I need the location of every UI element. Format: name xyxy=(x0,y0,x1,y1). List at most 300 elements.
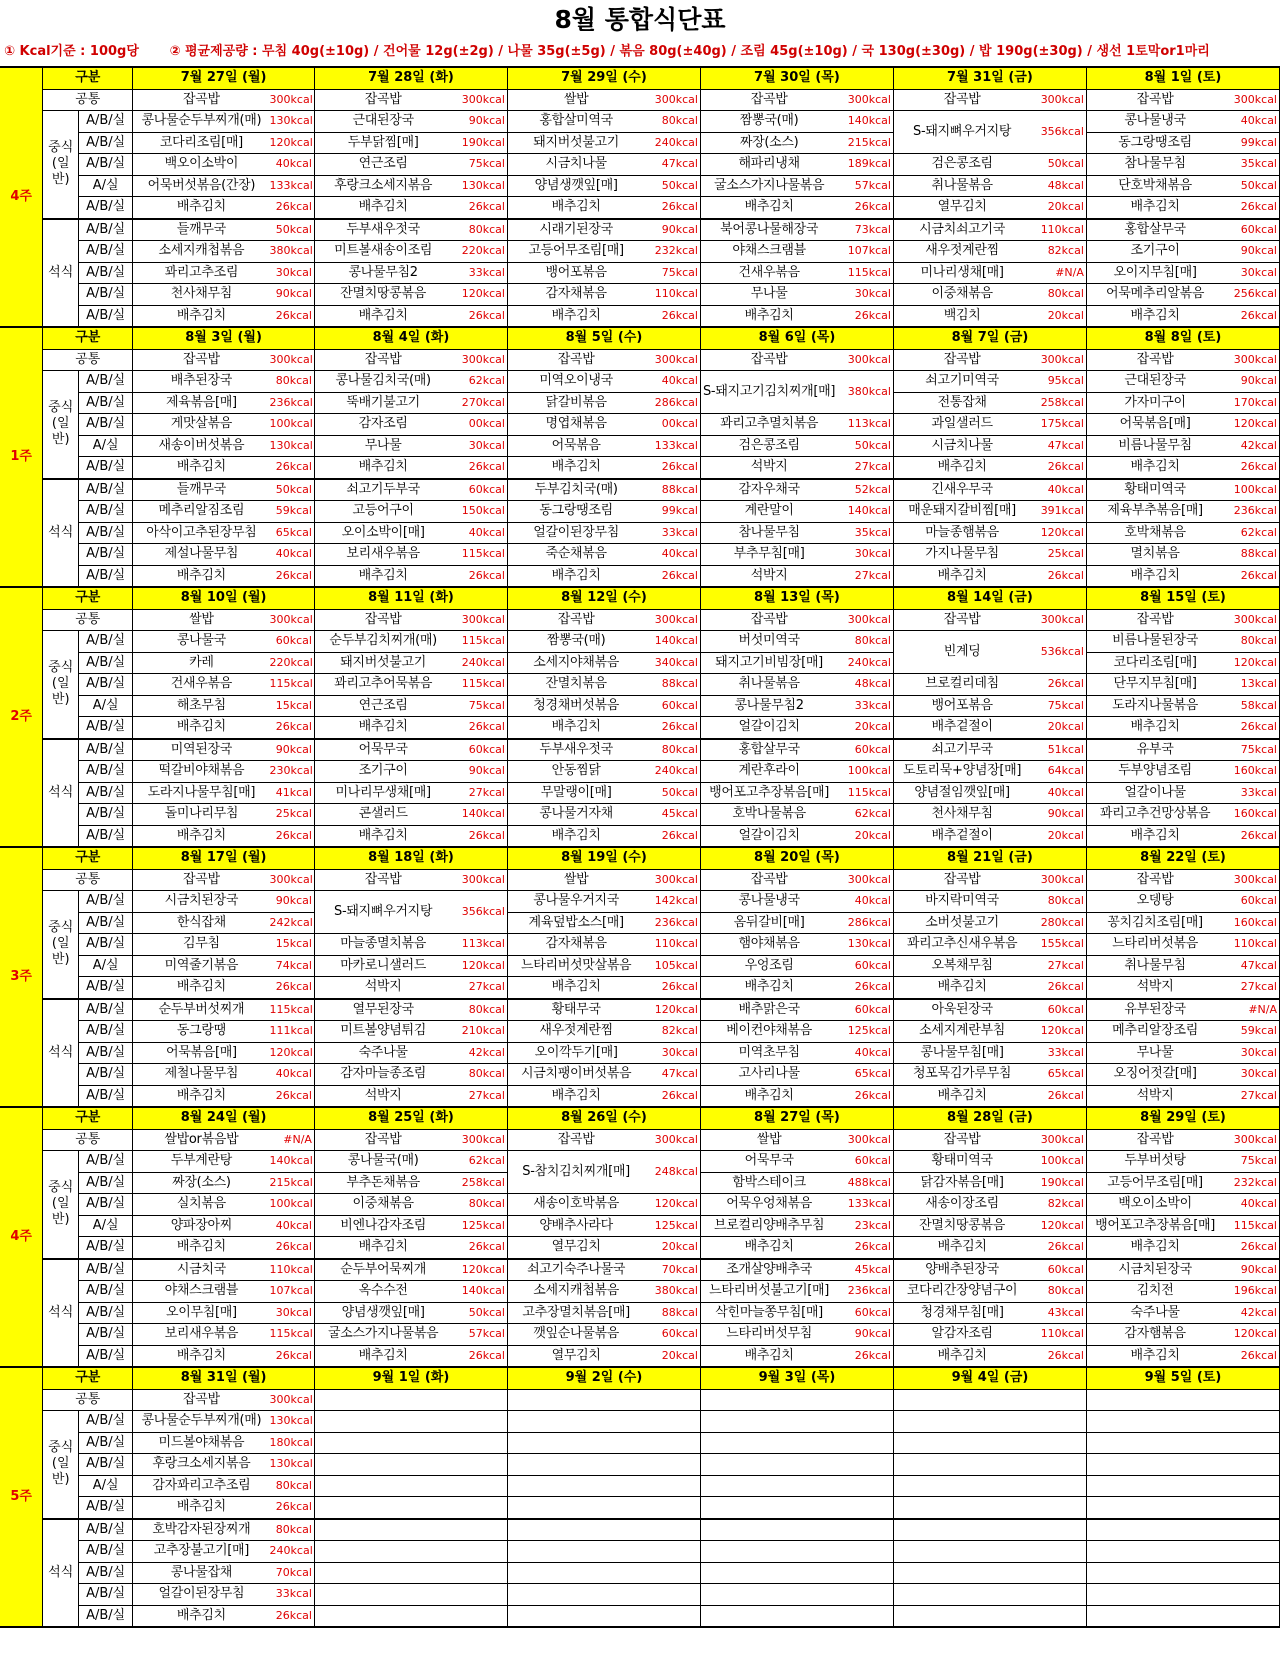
dish-kcal: 100kcal xyxy=(270,1194,315,1216)
dish-name: 잔멸치땅콩볶음 xyxy=(314,284,451,306)
dish-kcal: 90kcal xyxy=(270,891,315,913)
dinner-row xyxy=(0,284,1280,306)
category-label: A/B/실 xyxy=(79,717,133,739)
category-label: A/B/실 xyxy=(79,1172,133,1194)
dish-name: 코다리간장양념구이 xyxy=(893,1281,1030,1303)
dish-name: 검은콩조림 xyxy=(893,154,1030,176)
dish-name: 잡곡밥 xyxy=(700,869,837,891)
dish-name: 이중채볶음 xyxy=(314,1194,451,1216)
dish-kcal: 60kcal xyxy=(451,479,507,501)
dinner-row xyxy=(0,1541,1280,1563)
date-header: 7월 30일 (목) xyxy=(700,67,893,89)
common-label: 공통 xyxy=(43,1389,133,1411)
dish-name: 빈계딩 xyxy=(893,631,1030,674)
date-header: 8월 21일 (금) xyxy=(893,847,1086,869)
dish-kcal: 42kcal xyxy=(1223,1302,1279,1324)
dish-name: 배추김치 xyxy=(507,977,644,999)
category-label: A/B/실 xyxy=(79,891,133,913)
dish-name: 배추김치 xyxy=(314,825,451,847)
dish-name: 배추김치 xyxy=(1086,457,1223,479)
gubun-header: 구분 xyxy=(43,327,133,349)
dish-kcal: 380kcal xyxy=(837,371,893,414)
dish-kcal: 95kcal xyxy=(1030,371,1086,393)
empty-cell xyxy=(700,1411,893,1433)
dish-name: 배추김치 xyxy=(700,1085,837,1107)
dish-kcal: #N/A xyxy=(1030,262,1086,284)
dish-kcal: 90kcal xyxy=(644,219,700,241)
category-label: A/실 xyxy=(79,695,133,717)
dish-kcal: 50kcal xyxy=(451,1302,507,1324)
date-header: 8월 13일 (목) xyxy=(700,587,893,609)
dish-name: 잡곡밥 xyxy=(314,1129,451,1151)
dish-name: 양념생깻잎[매] xyxy=(507,175,644,197)
dish-name: 배추김치 xyxy=(314,1237,451,1259)
dish-name: 배추된장국 xyxy=(133,371,270,393)
dish-kcal: 300kcal xyxy=(270,89,315,111)
dish-name: 잡곡밥 xyxy=(893,89,1030,111)
week-label: 4주 xyxy=(0,67,43,327)
dish-kcal: 80kcal xyxy=(644,111,700,133)
dish-kcal: 70kcal xyxy=(270,1562,315,1584)
category-label: A/B/실 xyxy=(79,305,133,327)
date-header: 8월 28일 (금) xyxy=(893,1107,1086,1129)
dish-name: 순두부김치찌개(매) xyxy=(314,631,451,653)
lunch-label: 중식(일반) xyxy=(43,371,79,479)
dish-name: 김무침 xyxy=(133,934,270,956)
dish-name: 양념생깻잎[매] xyxy=(314,1302,451,1324)
dish-kcal: 536kcal xyxy=(1030,631,1086,674)
dish-kcal: 57kcal xyxy=(837,175,893,197)
dish-name: 홍합살무국 xyxy=(700,739,837,761)
dish-name: 시래기된장국 xyxy=(507,219,644,241)
dish-kcal: 82kcal xyxy=(1030,241,1086,263)
empty-cell xyxy=(700,1541,893,1563)
dish-kcal: 75kcal xyxy=(451,154,507,176)
dish-name: 쇠고기두부국 xyxy=(314,479,451,501)
empty-cell xyxy=(893,1454,1086,1476)
dish-kcal: 133kcal xyxy=(644,435,700,457)
date-header: 8월 1일 (토) xyxy=(1086,67,1279,89)
category-label: A/B/실 xyxy=(79,1021,133,1043)
dish-name: 얼갈이된장무침 xyxy=(507,522,644,544)
dish-name: 무나물 xyxy=(700,284,837,306)
common-label: 공통 xyxy=(43,89,133,111)
dish-name: 오이지무침[매] xyxy=(1086,262,1223,284)
dinner-row xyxy=(0,1519,1280,1541)
dish-kcal: 26kcal xyxy=(270,825,315,847)
dish-kcal: 26kcal xyxy=(451,717,507,739)
dish-name: 시금치쇠고기국 xyxy=(893,219,1030,241)
dish-name: 배추김치 xyxy=(133,1497,270,1519)
dish-name: 백오이소박이 xyxy=(1086,1194,1223,1216)
category-label: A/B/실 xyxy=(79,1584,133,1606)
dish-kcal: 26kcal xyxy=(1223,1237,1279,1259)
dish-name: 잡곡밥 xyxy=(893,869,1030,891)
dish-name: 어묵메추리알볶음 xyxy=(1086,284,1223,306)
dish-name: 새우젓계란찜 xyxy=(507,1021,644,1043)
dish-name: 닭감자볶음[매] xyxy=(893,1172,1030,1194)
dish-name: 호박채볶음 xyxy=(1086,522,1223,544)
lunch-row xyxy=(0,912,1280,934)
dish-kcal: 35kcal xyxy=(837,522,893,544)
dish-kcal: 26kcal xyxy=(644,717,700,739)
dish-kcal: 26kcal xyxy=(644,457,700,479)
dish-kcal: 25kcal xyxy=(270,804,315,826)
date-header: 8월 22일 (토) xyxy=(1086,847,1279,869)
lunch-row xyxy=(0,1454,1280,1476)
category-label: A/B/실 xyxy=(79,999,133,1021)
dish-name: 참나물무침 xyxy=(1086,154,1223,176)
empty-cell xyxy=(314,1389,507,1411)
empty-cell xyxy=(1086,1541,1279,1563)
lunch-label: 중식(일반) xyxy=(43,1151,79,1259)
dish-name: 배추김치 xyxy=(893,1237,1030,1259)
dish-name: 어묵볶음[매] xyxy=(133,1042,270,1064)
dish-kcal: 142kcal xyxy=(644,891,700,913)
dish-kcal: 62kcal xyxy=(451,371,507,393)
dish-kcal: 80kcal xyxy=(451,219,507,241)
dish-kcal: 26kcal xyxy=(644,1085,700,1107)
dish-kcal: 26kcal xyxy=(1223,457,1279,479)
lunch-row xyxy=(0,695,1280,717)
dish-kcal: 26kcal xyxy=(270,977,315,999)
dish-name: 전통잡채 xyxy=(893,392,1030,414)
dish-name: 오뎅탕 xyxy=(1086,891,1223,913)
category-label: A/B/실 xyxy=(79,761,133,783)
dinner-label: 석식 xyxy=(43,1519,79,1628)
dish-name: 잡곡밥 xyxy=(507,609,644,631)
dish-kcal: 60kcal xyxy=(1223,219,1279,241)
category-label: A/B/실 xyxy=(79,457,133,479)
dish-name: S-돼지뼈우거지탕 xyxy=(893,111,1030,154)
dish-name: 쇠고기무국 xyxy=(893,739,1030,761)
dish-kcal: 90kcal xyxy=(270,284,315,306)
dish-name: 배추김치 xyxy=(700,1345,837,1367)
dish-kcal: 115kcal xyxy=(270,1324,315,1346)
common-row xyxy=(0,609,1280,631)
dish-kcal: 50kcal xyxy=(837,435,893,457)
dish-name: 석박지 xyxy=(700,565,837,587)
dish-name: 조개살양배추국 xyxy=(700,1259,837,1281)
dish-name: 고추장불고기[매] xyxy=(133,1541,270,1563)
dish-kcal: 90kcal xyxy=(1223,1259,1279,1281)
date-header: 8월 18일 (화) xyxy=(314,847,507,869)
empty-cell xyxy=(893,1562,1086,1584)
dish-name: 고사리나물 xyxy=(700,1064,837,1086)
common-label: 공통 xyxy=(43,609,133,631)
dish-name: 배추김치 xyxy=(133,197,270,219)
menu-table xyxy=(0,66,1280,1628)
dish-name: 미역초무침 xyxy=(700,1042,837,1064)
category-label: A/실 xyxy=(79,175,133,197)
dish-kcal: 300kcal xyxy=(644,89,700,111)
lunch-label: 중식(일반) xyxy=(43,891,79,999)
dish-name: 청경채무침[매] xyxy=(893,1302,1030,1324)
category-label: A/실 xyxy=(79,1475,133,1497)
dish-name: 배추김치 xyxy=(314,565,451,587)
dish-kcal: 180kcal xyxy=(270,1432,315,1454)
lunch-row xyxy=(0,414,1280,436)
dish-name: 시금치나물 xyxy=(507,154,644,176)
dish-name: 잡곡밥 xyxy=(507,349,644,371)
dish-name: 꽈리고추멸치볶음 xyxy=(700,414,837,436)
dish-kcal: 340kcal xyxy=(644,652,700,674)
category-label: A/B/실 xyxy=(79,804,133,826)
dish-name: 배추김치 xyxy=(700,305,837,327)
common-row xyxy=(0,869,1280,891)
dish-kcal: 133kcal xyxy=(270,175,315,197)
dish-kcal: 40kcal xyxy=(451,522,507,544)
dish-name: 미드볼야채볶음 xyxy=(133,1432,270,1454)
dish-name: 건새우볶음 xyxy=(700,262,837,284)
date-header-row xyxy=(0,1367,1280,1389)
dish-name: 감자채볶음 xyxy=(507,934,644,956)
dish-name: 브로컬리데침 xyxy=(893,674,1030,696)
empty-cell xyxy=(507,1411,700,1433)
lunch-row xyxy=(0,1475,1280,1497)
dish-name: 해초무침 xyxy=(133,695,270,717)
dish-name: 배추김치 xyxy=(507,565,644,587)
common-row xyxy=(0,1389,1280,1411)
dish-name: 오이깍두기[매] xyxy=(507,1042,644,1064)
dish-kcal: 27kcal xyxy=(1030,955,1086,977)
dish-name: 무나물 xyxy=(314,435,451,457)
dinner-row xyxy=(0,501,1280,523)
dish-kcal: 47kcal xyxy=(644,1064,700,1086)
dish-kcal: 220kcal xyxy=(270,652,315,674)
dish-kcal: 35kcal xyxy=(1223,154,1279,176)
dish-kcal: 60kcal xyxy=(1223,891,1279,913)
dish-kcal: 50kcal xyxy=(1030,154,1086,176)
date-header: 8월 25일 (화) xyxy=(314,1107,507,1129)
dish-kcal: 62kcal xyxy=(451,1151,507,1173)
dish-kcal: 113kcal xyxy=(837,414,893,436)
dish-name: 홍합살무국 xyxy=(1086,219,1223,241)
dish-kcal: 90kcal xyxy=(837,1324,893,1346)
dish-name: 메추리알짐조림 xyxy=(133,501,270,523)
lunch-row xyxy=(0,457,1280,479)
dish-kcal: 80kcal xyxy=(1030,284,1086,306)
dish-kcal: 40kcal xyxy=(644,371,700,393)
category-label: A/B/실 xyxy=(79,197,133,219)
dish-name: 두부계란탕 xyxy=(133,1151,270,1173)
dish-name: 순두부버섯찌개 xyxy=(133,999,270,1021)
dish-name: 단호박채볶음 xyxy=(1086,175,1223,197)
dish-kcal: 300kcal xyxy=(1030,1129,1086,1151)
dish-name: 시금치된장국 xyxy=(133,891,270,913)
dish-kcal: 125kcal xyxy=(837,1021,893,1043)
dinner-row xyxy=(0,1562,1280,1584)
dish-name: 배추김치 xyxy=(133,457,270,479)
dish-name: 시금치나물 xyxy=(893,435,1030,457)
empty-cell xyxy=(314,1519,507,1541)
dish-kcal: 115kcal xyxy=(451,544,507,566)
dinner-row xyxy=(0,1085,1280,1107)
category-label: A/B/실 xyxy=(79,1302,133,1324)
category-label: A/B/실 xyxy=(79,1497,133,1519)
category-label: A/B/실 xyxy=(79,544,133,566)
category-label: A/B/실 xyxy=(79,1605,133,1627)
dish-kcal: 120kcal xyxy=(644,1194,700,1216)
dish-kcal: 40kcal xyxy=(1030,782,1086,804)
dish-kcal: 20kcal xyxy=(837,825,893,847)
dish-name: 계란후라이 xyxy=(700,761,837,783)
dish-kcal: 115kcal xyxy=(270,999,315,1021)
dish-kcal: 50kcal xyxy=(644,782,700,804)
date-header-row xyxy=(0,847,1280,869)
dish-kcal: 26kcal xyxy=(1223,305,1279,327)
empty-cell xyxy=(507,1432,700,1454)
dish-name: 숙주나물 xyxy=(314,1042,451,1064)
dish-name: 쌀밥 xyxy=(700,1129,837,1151)
dish-kcal: 120kcal xyxy=(644,999,700,1021)
date-header: 9월 1일 (화) xyxy=(314,1367,507,1389)
category-label: A/B/실 xyxy=(79,1259,133,1281)
dish-name: 도토리묵+양념장[매] xyxy=(893,761,1030,783)
dish-name: 꽈리고추건망상볶음 xyxy=(1086,804,1223,826)
dish-name: 오이무침[매] xyxy=(133,1302,270,1324)
dish-kcal: 189kcal xyxy=(837,154,893,176)
dish-kcal: 47kcal xyxy=(644,154,700,176)
dish-name: 잡곡밥 xyxy=(133,349,270,371)
dish-name: 얼갈이김치 xyxy=(700,825,837,847)
date-header: 8월 3일 (월) xyxy=(133,327,315,349)
dish-kcal: 30kcal xyxy=(451,435,507,457)
dish-name: 배추김치 xyxy=(314,1345,451,1367)
dish-kcal: 26kcal xyxy=(1030,1237,1086,1259)
date-header: 8월 6일 (목) xyxy=(700,327,893,349)
category-label: A/B/실 xyxy=(79,132,133,154)
category-label: A/B/실 xyxy=(79,934,133,956)
dish-name: 돼지버섯불고기 xyxy=(314,652,451,674)
dinner-label: 석식 xyxy=(43,739,79,848)
common-row xyxy=(0,349,1280,371)
dish-kcal: 26kcal xyxy=(644,197,700,219)
dish-kcal: 90kcal xyxy=(270,739,315,761)
dish-kcal: 15kcal xyxy=(270,695,315,717)
dish-kcal: 300kcal xyxy=(1223,1129,1279,1151)
dish-name: 콩나물무침[매] xyxy=(893,1042,1030,1064)
dish-name: 잡곡밥 xyxy=(133,89,270,111)
dish-name: 김치전 xyxy=(1086,1281,1223,1303)
empty-cell xyxy=(893,1389,1086,1411)
dish-name: 동그랑땡조림 xyxy=(1086,132,1223,154)
dish-kcal: 27kcal xyxy=(1223,977,1279,999)
gubun-header: 구분 xyxy=(43,1107,133,1129)
dish-name: 백김치 xyxy=(893,305,1030,327)
dish-name: 죽순채볶음 xyxy=(507,544,644,566)
dish-name: 콩나물무침2 xyxy=(700,695,837,717)
dish-kcal: 220kcal xyxy=(451,241,507,263)
dish-kcal: 26kcal xyxy=(644,565,700,587)
dish-kcal: 120kcal xyxy=(270,132,315,154)
dish-name: 시금치된장국 xyxy=(1086,1259,1223,1281)
dish-kcal: 90kcal xyxy=(451,761,507,783)
dish-name: 시금치팽이버섯볶음 xyxy=(507,1064,644,1086)
dish-name: 배추김치 xyxy=(133,565,270,587)
dish-kcal: 125kcal xyxy=(451,1215,507,1237)
empty-cell xyxy=(1086,1562,1279,1584)
dish-name: 콩나물잡채 xyxy=(133,1562,270,1584)
dish-name: 잡곡밥 xyxy=(893,349,1030,371)
dish-name: 감자조림 xyxy=(314,414,451,436)
dish-name: 배추김치 xyxy=(893,565,1030,587)
dish-kcal: 300kcal xyxy=(1030,869,1086,891)
dish-kcal: 380kcal xyxy=(270,241,315,263)
empty-cell xyxy=(1086,1454,1279,1476)
category-label: A/B/실 xyxy=(79,371,133,393)
dish-kcal: 175kcal xyxy=(1030,414,1086,436)
dish-name: 삭힌마늘쫑무침[매] xyxy=(700,1302,837,1324)
dish-kcal: 300kcal xyxy=(1223,609,1279,631)
dish-kcal: 160kcal xyxy=(1223,804,1279,826)
dish-name: 잡곡밥 xyxy=(314,609,451,631)
dish-kcal: 107kcal xyxy=(837,241,893,263)
notes-line xyxy=(0,40,1280,66)
dish-name: 야채스크램블 xyxy=(133,1281,270,1303)
dish-kcal: 27kcal xyxy=(451,782,507,804)
date-header-row xyxy=(0,67,1280,89)
dish-name: 닭갈비볶음 xyxy=(507,392,644,414)
dish-name: 마카로니샐러드 xyxy=(314,955,451,977)
dish-kcal: 232kcal xyxy=(644,241,700,263)
dish-name: 옴뒤갈비[매] xyxy=(700,912,837,934)
dish-kcal: 140kcal xyxy=(270,1151,315,1173)
dish-kcal: 26kcal xyxy=(451,197,507,219)
dish-kcal: 80kcal xyxy=(270,1475,315,1497)
dish-kcal: 51kcal xyxy=(1030,739,1086,761)
dish-kcal: 155kcal xyxy=(1030,934,1086,956)
dish-kcal: 115kcal xyxy=(451,631,507,653)
dish-name: 꽈리고추조림 xyxy=(133,262,270,284)
common-label: 공통 xyxy=(43,869,133,891)
dish-kcal: 60kcal xyxy=(837,739,893,761)
empty-cell xyxy=(1086,1584,1279,1606)
dish-kcal: 62kcal xyxy=(1223,522,1279,544)
dinner-row xyxy=(0,739,1280,761)
dish-kcal: 75kcal xyxy=(1223,739,1279,761)
lunch-row xyxy=(0,435,1280,457)
dish-name: 배추김치 xyxy=(507,305,644,327)
dish-name: 감자마늘종조림 xyxy=(314,1064,451,1086)
empty-cell xyxy=(700,1605,893,1627)
dish-name: 북어콩나물해장국 xyxy=(700,219,837,241)
dish-name: 뱅어포고추장볶음[매] xyxy=(700,782,837,804)
dish-name: 배추김치 xyxy=(507,825,644,847)
dish-kcal: 240kcal xyxy=(837,652,893,674)
dish-kcal: 140kcal xyxy=(451,1281,507,1303)
dish-kcal: 300kcal xyxy=(644,869,700,891)
dish-name: 해파리냉채 xyxy=(700,154,837,176)
dish-kcal: 75kcal xyxy=(1223,1151,1279,1173)
lunch-row xyxy=(0,977,1280,999)
dish-kcal: 90kcal xyxy=(1030,804,1086,826)
empty-cell xyxy=(1086,1411,1279,1433)
dish-name: 느타리버섯맛살볶음 xyxy=(507,955,644,977)
dish-kcal: 140kcal xyxy=(644,631,700,653)
dish-name: 배추김치 xyxy=(507,197,644,219)
dish-kcal: 26kcal xyxy=(270,1237,315,1259)
dish-name: 석박지 xyxy=(700,457,837,479)
dinner-row xyxy=(0,804,1280,826)
dinner-row xyxy=(0,1345,1280,1367)
dish-kcal: 380kcal xyxy=(644,1281,700,1303)
dish-name: 마늘종햄볶음 xyxy=(893,522,1030,544)
dinner-row xyxy=(0,241,1280,263)
dish-kcal: 99kcal xyxy=(1223,132,1279,154)
week-label: 1주 xyxy=(0,327,43,587)
dish-kcal: 26kcal xyxy=(270,1497,315,1519)
